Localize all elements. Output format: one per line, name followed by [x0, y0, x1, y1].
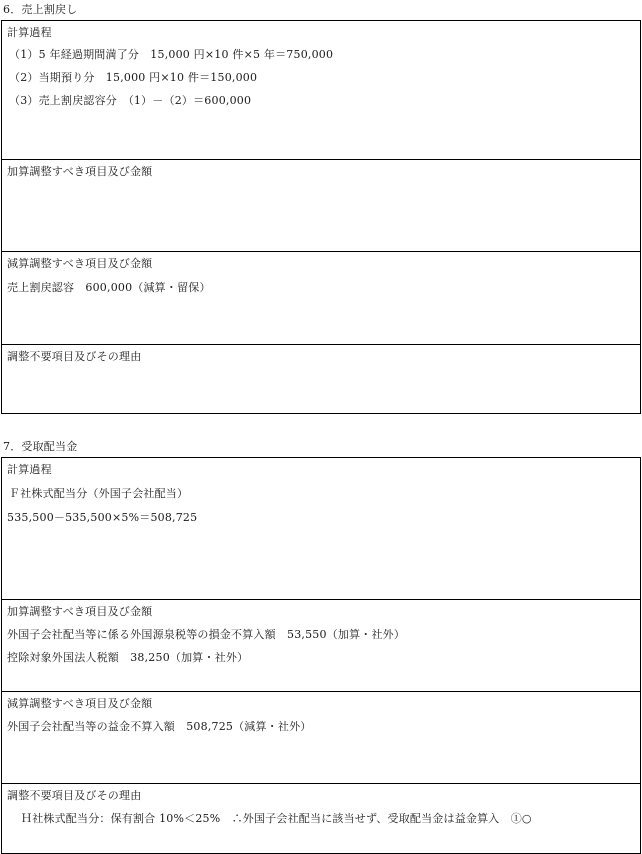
section6-subtract-label: 減算調整すべき項目及び金額 — [7, 257, 153, 270]
section6-calc-line-2: （2）当期預り分 15,000 円×10 件＝150,000 — [9, 71, 258, 84]
section7-subtract-line-1: 外国子会社配当等の益金不算入額 508,725（減算・社外） — [7, 720, 312, 733]
section6-subtract-cell — [2, 251, 640, 344]
section6-calc-line-3: （3）売上割戻認容分 （1）－（2）＝600,000 — [9, 94, 252, 107]
section7-add-line-2: 控除対象外国法人税額 38,250（加算・社外） — [7, 651, 249, 664]
section6-calc-cell — [2, 21, 640, 159]
section7-calc-cell — [2, 458, 640, 599]
section7-add-line-1: 外国子会社配当等に係る外国源泉税等の損金不算入額 53,550（加算・社外） — [7, 628, 406, 641]
section6-calc-line-1: （1）5 年経過期間満了分 15,000 円×10 件×5 年＝750,000 — [9, 48, 334, 61]
section7-table — [1, 457, 641, 854]
section6-table — [1, 20, 641, 414]
section6-calc-label: 計算過程 — [7, 26, 52, 39]
section7-calc-line-1: Ｆ社株式配当分（外国子会社配当） — [9, 487, 189, 500]
section7-calc-label: 計算過程 — [7, 463, 52, 476]
section6-subtract-line-1: 売上割戻認容 600,000（減算・留保） — [7, 281, 211, 294]
section6-add-cell — [2, 159, 640, 251]
section7-calc-line-2: 535,500－535,500×5%＝508,725 — [7, 511, 198, 524]
section6-add-label: 加算調整すべき項目及び金額 — [7, 165, 153, 178]
section7-no-adjust-cell — [2, 783, 640, 853]
section7-add-label: 加算調整すべき項目及び金額 — [7, 605, 153, 618]
section6-no-adjust-label: 調整不要項目及びその理由 — [7, 350, 142, 363]
section7-no-adjust-label: 調整不要項目及びその理由 — [7, 789, 142, 802]
section6-title: 6．売上割戻し — [3, 3, 78, 16]
section6-no-adjust-cell — [2, 344, 640, 413]
section7-title: 7．受取配当金 — [3, 440, 78, 453]
section7-subtract-label: 減算調整すべき項目及び金額 — [7, 697, 153, 710]
section7-no-adjust-line-1: Ｈ社株式配当分：保有割合 10%＜25% ∴外国子会社配当に該当せず、受取配当金は益金算入 ①○ — [21, 812, 532, 825]
section7-add-cell — [2, 599, 640, 691]
section7-subtract-cell — [2, 691, 640, 783]
